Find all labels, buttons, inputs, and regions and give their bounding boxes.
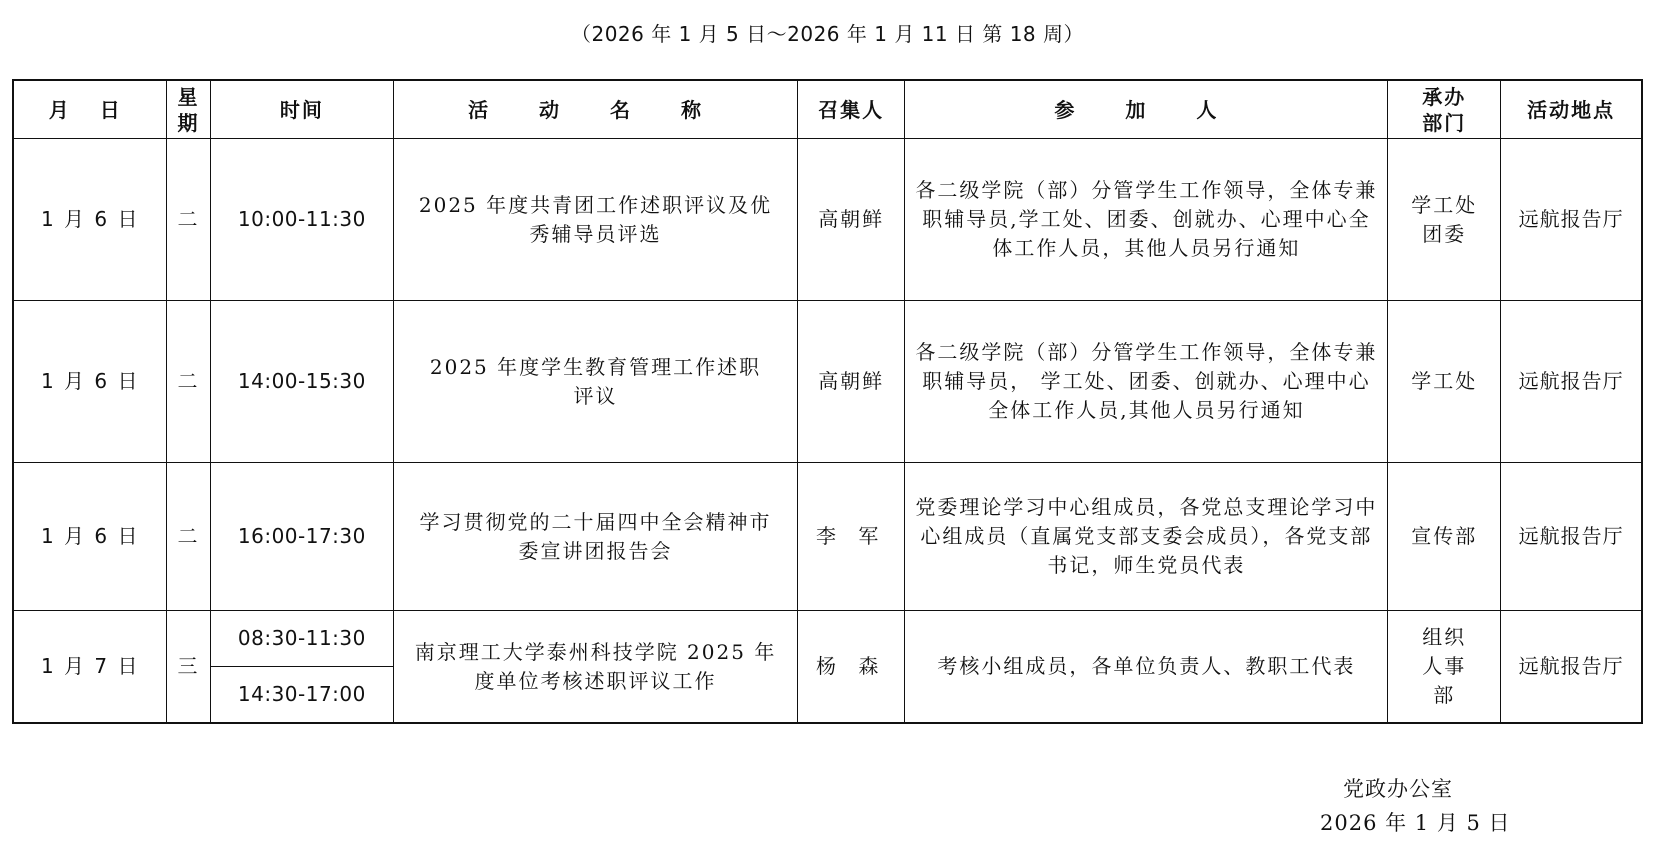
cell-time-morning: 08:30-11:30 <box>210 611 393 667</box>
cell-department: 组织 人事部 <box>1388 611 1501 724</box>
cell-activity: 2025 年度共青团工作述职评议及优秀辅导员评选 <box>394 139 798 301</box>
cell-activity: 学习贯彻党的二十届四中全会精神市委宣讲团报告会 <box>394 463 798 611</box>
cell-convener: 高朝鲜 <box>797 139 905 301</box>
cell-date: 1 月 6 日 <box>13 301 167 463</box>
cell-department: 学工处 团委 <box>1388 139 1501 301</box>
cell-activity: 南京理工大学泰州科技学院 2025 年度单位考核述职评议工作 <box>394 611 798 724</box>
header-date: 月 日 <box>13 80 167 139</box>
cell-weekday: 二 <box>167 301 210 463</box>
table-header-row <box>13 80 1642 139</box>
cell-participants: 各二级学院（部）分管学生工作领导，全体专兼职辅导员,学工处、团委、创就办、心理中心全体工作人员，其他人员另行通知 <box>905 139 1388 301</box>
cell-time: 16:00-17:30 <box>210 463 393 611</box>
table-row <box>13 463 1642 611</box>
week-range-subtitle: （2026 年 1 月 5 日～2026 年 1 月 11 日 第 18 周） <box>570 22 1084 46</box>
header-location: 活动地点 <box>1501 80 1642 139</box>
header-time: 时间 <box>210 80 393 139</box>
header-participants: 参 加 人 <box>905 80 1388 139</box>
cell-date: 1 月 6 日 <box>13 463 167 611</box>
issue-date: 2026 年 1 月 5 日 <box>1320 811 1511 835</box>
cell-location: 远航报告厅 <box>1501 301 1642 463</box>
issuing-office: 党政办公室 <box>1343 777 1453 801</box>
cell-date: 1 月 6 日 <box>13 139 167 301</box>
cell-time: 14:00-15:30 <box>210 301 393 463</box>
header-weekday: 星期 <box>167 80 210 139</box>
header-activity-name: 活 动 名 称 <box>394 80 798 139</box>
cell-location: 远航报告厅 <box>1501 139 1642 301</box>
cell-department: 学工处 <box>1388 301 1501 463</box>
cell-participants: 考核小组成员，各单位负责人、教职工代表 <box>905 611 1388 724</box>
cell-weekday: 三 <box>167 611 210 724</box>
activity-schedule-table <box>12 79 1643 724</box>
cell-convener: 李 军 <box>797 463 905 611</box>
cell-weekday: 二 <box>167 463 210 611</box>
cell-time: 10:00-11:30 <box>210 139 393 301</box>
cell-weekday: 二 <box>167 139 210 301</box>
cell-department: 宣传部 <box>1388 463 1501 611</box>
cell-location: 远航报告厅 <box>1501 463 1642 611</box>
table-row <box>13 611 1642 667</box>
cell-location: 远航报告厅 <box>1501 611 1642 724</box>
cell-convener: 高朝鲜 <box>797 301 905 463</box>
cell-participants: 各二级学院（部）分管学生工作领导，全体专兼职辅导员， 学工处、团委、创就办、心理中心全体工作人员,其他人员另行通知 <box>905 301 1388 463</box>
header-convener: 召集人 <box>797 80 905 139</box>
table-row <box>13 139 1642 301</box>
cell-participants: 党委理论学习中心组成员，各党总支理论学习中心组成员（直属党支部支委会成员），各党支部书记，师生党员代表 <box>905 463 1388 611</box>
cell-convener: 杨 森 <box>797 611 905 724</box>
cell-date: 1 月 7 日 <box>13 611 167 724</box>
header-department: 承办部门 <box>1388 80 1501 139</box>
table-row <box>13 301 1642 463</box>
cell-activity: 2025 年度学生教育管理工作述职评议 <box>394 301 798 463</box>
cell-time-afternoon: 14:30-17:00 <box>210 667 393 724</box>
